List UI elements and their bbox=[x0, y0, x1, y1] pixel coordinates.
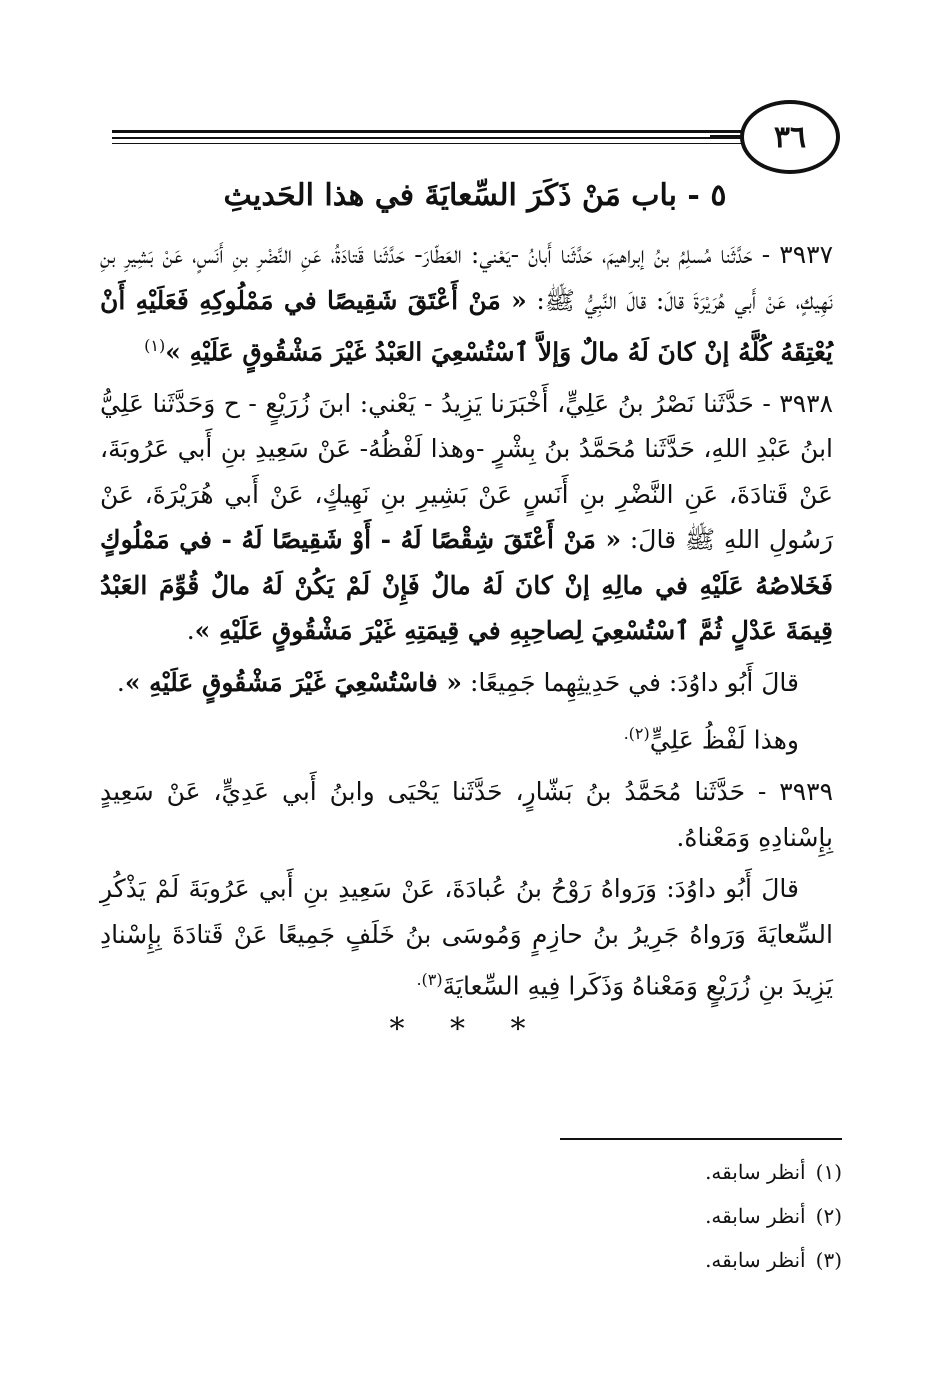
prophetic-quote: « مَنْ أَعْتَقَ شِقْصًا لَهُ - أَوْ شَقِيصًا لَهُ - في مَمْلُوكٍ فَخَلاصُهُ عَلَيْهِ في مالِهِ إنْ كانَ لَهُ مالٌ فَإِنْ لَمْ يَكُنْ لَهُ مالٌ قُوِّمَ العَبْدُ قِيمَةَ عَدْلٍ ثُمَّ ٱسْتُسْعِيَ لِصاحِبِهِ في قِيمَتِهِ غَيْرَ مَشْقُوقٍ عَلَيْهِ » bbox=[100, 525, 833, 646]
footnotes bbox=[560, 1150, 842, 1282]
footnote bbox=[560, 1238, 842, 1282]
paragraph-text: ٣٩٣٨ - حَدَّثَنا نَصْرُ بنُ عَلِيٍّ، أَخْبَرَنا يَزِيدُ - يَعْني: ابنَ زُرَيْعٍ - ح وَحَدَّثَنا عَلِيُّ ابنُ عَبْدِ اللهِ، حَدَّثَنا مُحَمَّدُ بنُ بِشْرٍ -وهذا لَفْظُهُ- عَنْ سَعِيدِ بنِ أَبي عَرُوبَةَ، عَنْ قَتادَةَ، عَنِ النَّضْرِ بنِ أَنَسٍ عَنْ بَشِيرِ بنِ نَهِيكٍ، عَنْ أَبي هُرَيْرَةَ، عَنْ رَسُولِ اللهِ ﷺ قالَ: bbox=[100, 388, 834, 555]
footnote bbox=[560, 1150, 842, 1194]
paragraph-text: قالَ أَبُو داوُدَ: في حَدِيثِهِما جَمِيعًا: bbox=[462, 667, 799, 697]
footnote-text: أنظر سابقه. bbox=[705, 1248, 806, 1272]
hadith-3939 bbox=[100, 769, 833, 860]
header-rule bbox=[112, 130, 752, 133]
footnote bbox=[560, 1194, 842, 1238]
paragraph-end: . bbox=[186, 616, 195, 646]
paragraph-end: . bbox=[116, 667, 125, 697]
footnote-text: أنظر سابقه. bbox=[705, 1160, 806, 1184]
hadith-3938 bbox=[100, 381, 833, 654]
section-separator: * * * bbox=[389, 1012, 544, 1047]
footnote-ref: (٣). bbox=[416, 970, 443, 990]
paragraph-text: قالَ أَبُو داوُدَ: وَرَواهُ رَوْحُ بنُ عُبادَةَ، عَنْ سَعِيدِ بنِ أَبي عَرُوبَةَ لَمْ يَذْكُرِ السِّعايَةَ وَرَواهُ جَرِيرُ بنُ حازِمٍ وَمُوسَى بنُ خَلَفٍ جَمِيعًا عَنْ قَتادَةَ بِإِسْنادِ يَزِيدَ بنِ زُرَيْعٍ وَمَعْناهُ وَذَكَرا فِيهِ السِّعايَةَ bbox=[100, 874, 833, 1001]
wording-note bbox=[100, 711, 833, 763]
page-header bbox=[112, 100, 840, 180]
footnote-number: (٢) bbox=[815, 1204, 842, 1228]
page-number: ٣٦ bbox=[740, 100, 840, 174]
footnote-number: (٣) bbox=[815, 1248, 842, 1272]
footnote-text: أنظر سابقه. bbox=[705, 1204, 806, 1228]
header-rule bbox=[112, 137, 752, 139]
paragraph-text: ٣٩٣٩ - حَدَّثَنا مُحَمَّدُ بنُ بَشّارٍ، حَدَّثَنا يَحْيَى وابنُ أَبي عَدِيٍّ، عَنْ سَعِيدٍ بِإِسْنادِهِ وَمَعْناهُ. bbox=[100, 777, 833, 852]
footnote-rule bbox=[560, 1138, 842, 1140]
paragraph-text: وهذا لَفْظُ عَلِيٍّ bbox=[649, 725, 799, 755]
abu-dawud-comment bbox=[100, 866, 833, 1009]
footnote-ref: (١) bbox=[144, 336, 166, 355]
chapter-title: ٥ - باب مَنْ ذَكَرَ السِّعايَةَ في هذا الحَديثِ bbox=[223, 178, 727, 213]
hadith-3937 bbox=[100, 232, 833, 375]
prophetic-quote: « مَنْ أَعْتَقَ شَقِيصًا في مَمْلُوكِهِ فَعَلَيْهِ أَنْ يُعْتِقَهُ كُلَّهُ إنْ كانَ لَهُ مالٌ وَإلاَّ ٱسْتُسْعِيَ العَبْدُ غَيْرَ مَشْقُوقٍ عَلَيْهِ » bbox=[100, 285, 833, 367]
abu-dawud-comment bbox=[100, 660, 833, 706]
prophetic-quote: « فاسْتُسْعِيَ غَيْرَ مَشْقُوقٍ عَلَيْهِ » bbox=[124, 667, 463, 697]
footnote-number: (١) bbox=[815, 1160, 842, 1184]
main-text bbox=[100, 232, 833, 1015]
header-rule bbox=[112, 143, 752, 144]
paragraph-text: ٣٩٣٧ - حَدَّثَنا مُسلِمُ بنُ إبراهيمَ، حَدَّثَنا أَبانُ -يَعْني: العَطّارَ- حَدَّثَنا قَتادَةُ، عَنِ النَّضْرِ بنِ أَنَسٍ، عَنْ بَشِيرِ بنِ نَهِيكٍ، عَنْ أَبي هُرَيْرَةَ قالَ: قالَ النَّبِيُّ ﷺ: bbox=[100, 240, 833, 315]
footnote-ref: (٢). bbox=[623, 724, 650, 744]
